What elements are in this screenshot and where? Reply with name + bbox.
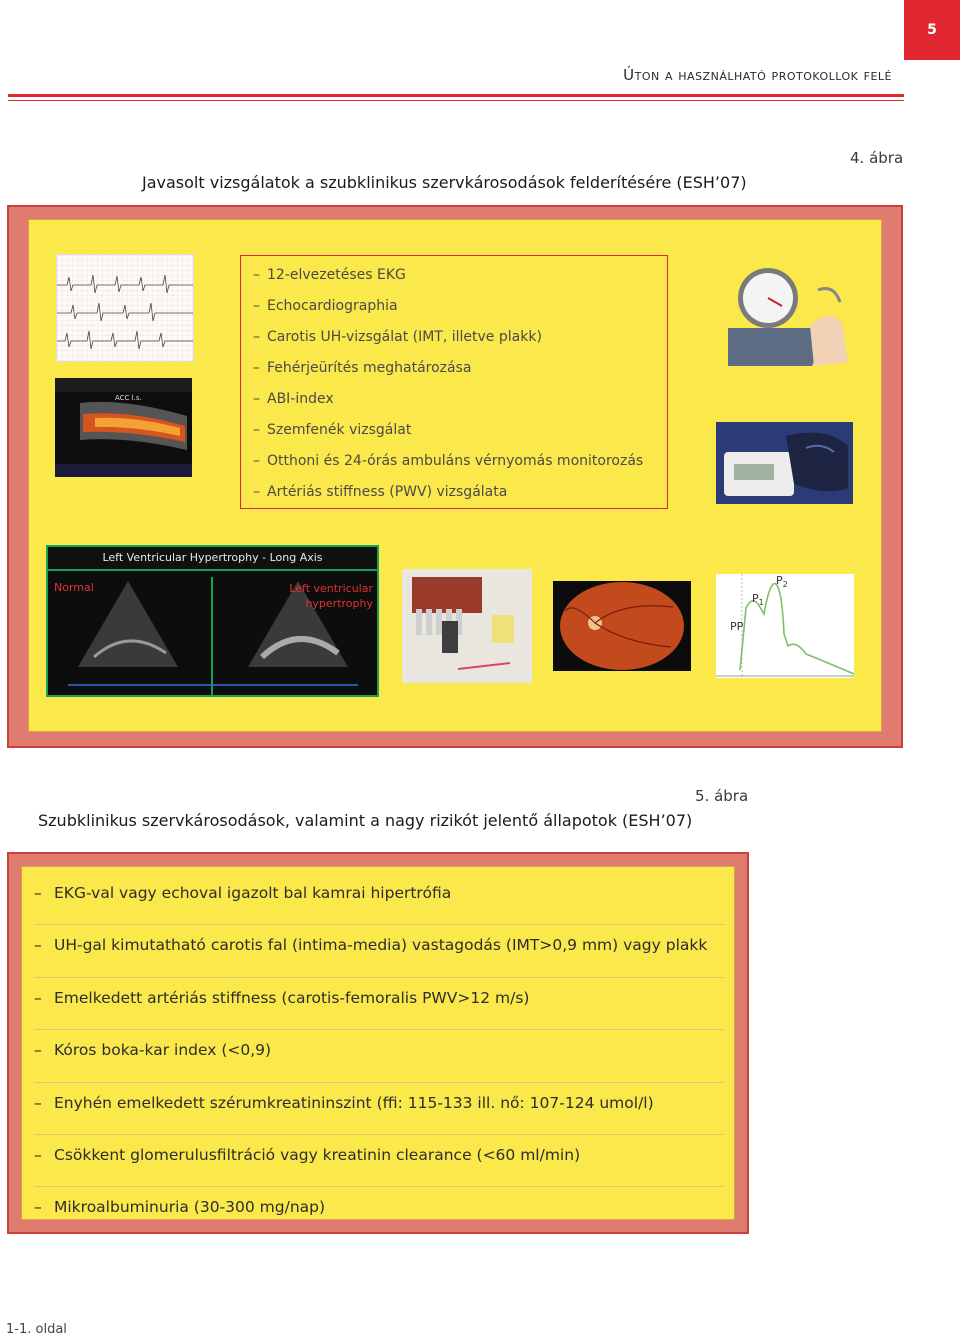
figure4-title: Javasolt vizsgálatok a szubklinikus szervkárosodások felderítésére (ESH’07): [142, 173, 747, 192]
retina-icon: [553, 581, 691, 671]
carotid-ultrasound-image: [55, 378, 192, 477]
pwv-p1-label: $P_1$: [752, 592, 764, 608]
page-number: 5: [927, 22, 937, 38]
bp-monitor-icon: [716, 422, 853, 504]
page-footer: 1-1. oldal: [6, 1322, 67, 1337]
figure5-frame: [7, 852, 749, 1234]
carotid-doppler-icon: [55, 378, 192, 477]
pwv-pp-label: PP: [730, 620, 744, 633]
list-item: – Emelkedett artériás stiffness (carotis-femoralis PWV>12 m/s): [34, 978, 724, 1030]
carotid-label: ACC l.s.: [115, 394, 142, 402]
list-item: – Otthoni és 24-órás ambuláns vérnyomás monitorozás: [253, 453, 644, 469]
list-item: – UH-gal kimutatható carotis fal (intima-media) vastagodás (IMT>0,9 mm) vagy plakk: [34, 925, 724, 977]
pwv-p2-label: $P_2$: [776, 574, 788, 590]
pwv-waveform-image: [716, 574, 854, 678]
home-bp-monitor-image: [716, 422, 853, 504]
urine-test-image: [402, 569, 532, 683]
ecg-trace-icon: [57, 255, 193, 361]
ecg-image: [56, 254, 194, 362]
list-item: – 12-elvezetéses EKG: [253, 267, 406, 283]
blood-pressure-gauge-icon: [722, 266, 850, 376]
figure5-title: Szubklinikus szervkárosodások, valamint a nagy rizikót jelentő állapotok (ESH’07): [38, 811, 693, 830]
echo-lvh-label: Left ventricular hypertrophy: [289, 582, 373, 610]
lab-tubes-icon: [402, 569, 532, 683]
echo-panel-title: Left Ventricular Hypertrophy - Long Axis: [48, 547, 377, 571]
figure5-panel: [21, 866, 735, 1220]
figure5-label: 5. ábra: [695, 787, 749, 805]
figure4-label: 4. ábra: [850, 149, 904, 167]
list-item: – Artériás stiffness (PWV) vizsgálata: [253, 484, 508, 500]
recommended-tests-box: [240, 255, 668, 509]
list-item: – Echocardiographia: [253, 298, 398, 314]
list-item: – Csökkent glomerulusfiltráció vagy kreatinin clearance (<60 ml/min): [34, 1135, 724, 1187]
list-item: – Szemfenék vizsgálat: [253, 422, 412, 438]
sphygmomanometer-image: [722, 266, 850, 376]
list-item: – Carotis UH-vizsgálat (IMT, illetve plakk): [253, 329, 542, 345]
echo-normal-label: Normal: [54, 581, 94, 594]
fundus-image: [553, 581, 691, 671]
header-rule-thin: [8, 100, 904, 101]
list-item: – Mikroalbuminuria (30-300 mg/nap): [34, 1198, 326, 1217]
list-item: – Kóros boka-kar index (<0,9): [34, 1030, 724, 1082]
list-item: – Enyhén emelkedett szérumkreatininszint (ffi: 115-133 ill. nő: 107-124 umol/l): [34, 1083, 724, 1135]
list-item: – Fehérjeürítés meghatározása: [253, 360, 472, 376]
list-item: – EKG-val vagy echoval igazolt bal kamrai hipertrófia: [34, 873, 724, 925]
page-number-badge: [904, 0, 960, 60]
list-item: – ABI-index: [253, 391, 334, 407]
echo-lvh-image: [46, 545, 379, 697]
running-head: Úton a használható protokollok felé: [623, 66, 892, 84]
header-rule: [8, 94, 904, 97]
